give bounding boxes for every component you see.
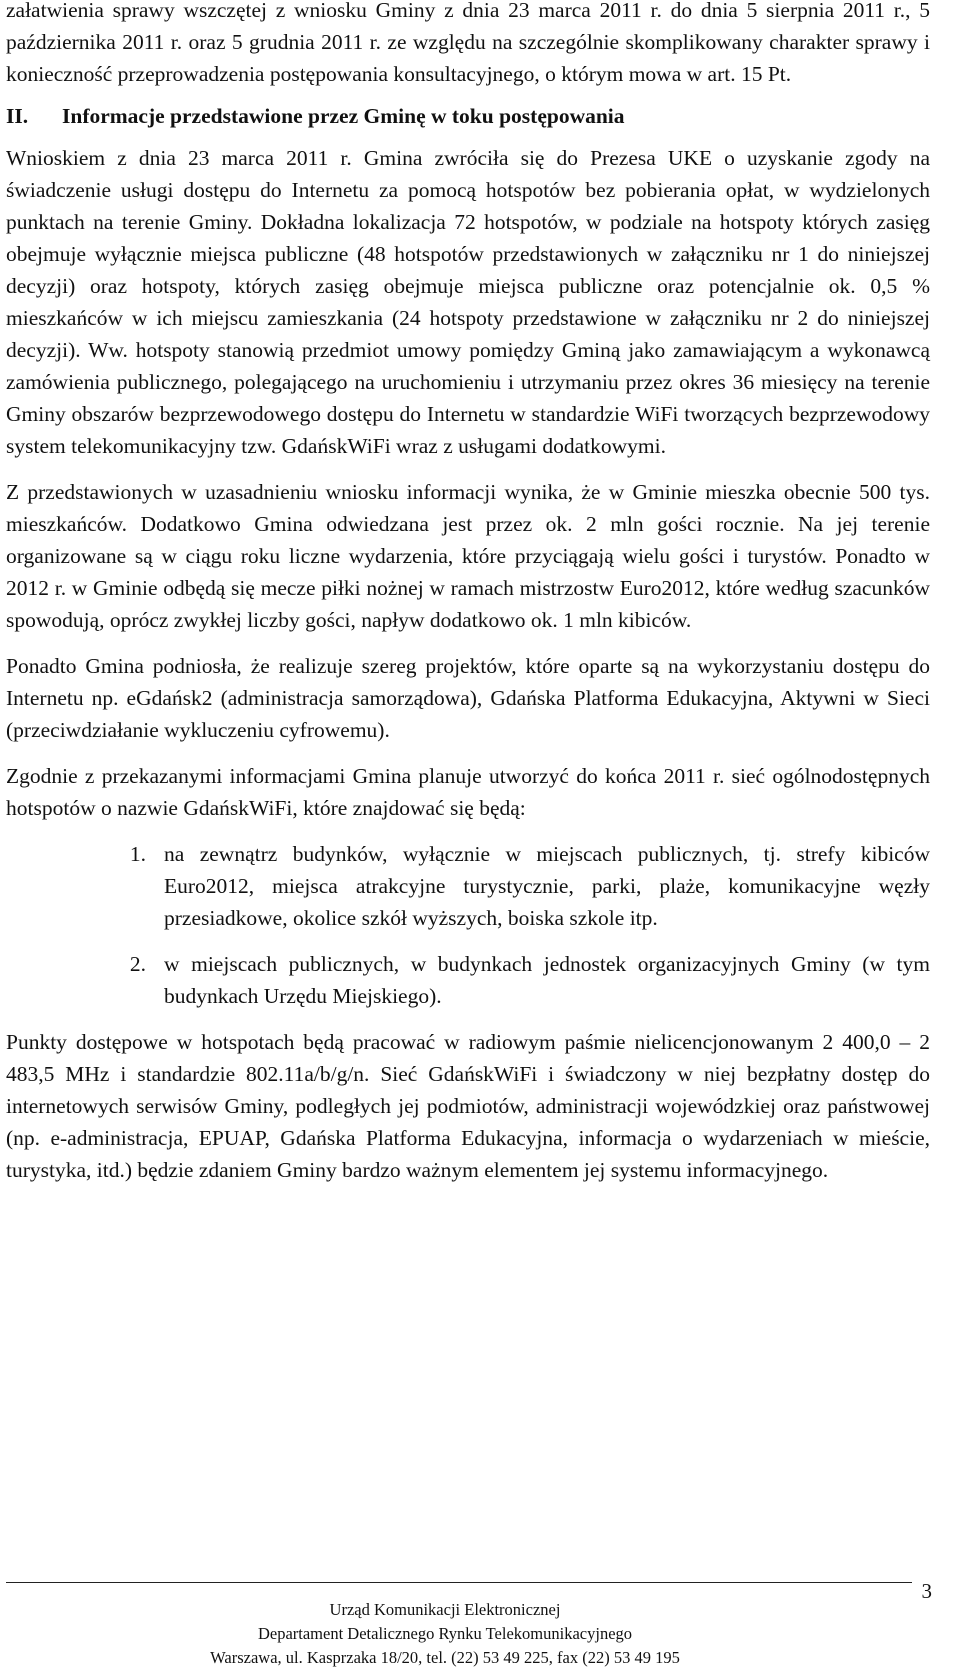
section-number: II. xyxy=(6,104,29,128)
section-title: Informacje przedstawione przez Gminę w toku postępowania xyxy=(62,104,625,128)
list-item-marker: 2. xyxy=(129,952,146,976)
paragraph-hotspot-plan: Zgodnie z przekazanymi informacjami Gmina planuje utworzyć do końca 2011 r. sieć ogólnodostępnych hotspotów o nazwie GdańskWiFi, które znajdować się będą: xyxy=(6,764,930,820)
list-item-text: na zewnątrz budynków, wyłącznie w miejscach publicznych, tj. strefy kibiców Euro2012, miejsca atrakcyjne turystycznie, parki, plaże, komunikacyjne węzły przesiadkowe, okolice szkół wyższych, boiska szkole itp. xyxy=(164,842,930,930)
hotspot-location-list xyxy=(6,838,930,1012)
page-footer xyxy=(0,1598,890,1670)
list-item-text: w miejscach publicznych, w budynkach jednostek organizacyjnych Gminy (w tym budynkach Urzędu Miejskiego). xyxy=(164,952,930,1008)
paragraph-projects: Ponadto Gmina podniosła, że realizuje szereg projektów, które oparte są na wykorzystaniu dostępu do Internetu np. eGdańsk2 (administracja samorządowa), Gdańska Platforma Edukacyjna, Aktywni w Sieci (przeciwdziałanie wykluczeniu cyfrowemu). xyxy=(6,654,930,742)
footer-department: Departament Detalicznego Rynku Telekomunikacyjnego xyxy=(257,1624,633,1643)
list-item xyxy=(6,838,930,934)
document-page xyxy=(6,0,930,1186)
section-heading xyxy=(6,100,930,132)
footer-divider xyxy=(6,1582,912,1583)
footer-address: Warszawa, ul. Kasprzaka 18/20, tel. (22) 53 49 225, fax (22) 53 49 195 xyxy=(210,1648,680,1667)
list-item-marker: 1. xyxy=(129,842,146,866)
intro-paragraph: załatwienia sprawy wszczętej z wniosku Gminy z dnia 23 marca 2011 r. do dnia 5 sierpnia 2011 r., 5 października 2011 r. oraz 5 grudnia 2011 r. ze względu na szczególnie skomplikowany charakter sprawy i konieczność przeprowadzenia postępowania konsultacyjnego, o którym mowa w art. 15 Pt. xyxy=(6,0,930,86)
list-item xyxy=(6,948,930,1012)
page-number: 3 xyxy=(921,1579,932,1603)
paragraph-access-points: Punkty dostępowe w hotspotach będą pracować w radiowym paśmie nielicencjonowanym 2 400,0 – 2 483,5 MHz i standardzie 802.11a/b/g/n. Sieć GdańskWiFi i świadczony w niej bezpłatny dostęp do internetowych serwisów Gminy, podległych jej podmiotów, administracji wojewódzkiej oraz państwowej (np. e-administracja, EPUAP, Gdańska Platforma Edukacyjna, informacja o wydarzeniach w mieście, turystyka, itd.) będzie zdaniem Gminy bardzo ważnym elementem jej systemu informacyjnego. xyxy=(6,1030,930,1182)
footer-office-name: Urząd Komunikacji Elektronicznej xyxy=(329,1600,561,1619)
paragraph-application: Wnioskiem z dnia 23 marca 2011 r. Gmina zwróciła się do Prezesa UKE o uzyskanie zgody na świadczenie usługi dostępu do Internetu za pomocą hotspotów bez pobierania opłat, w wydzielonych punktach na terenie Gminy. Dokładna lokalizacja 72 hotspotów, w podziale na hotspoty których zasięg obejmuje wyłącznie miejsca publiczne (48 hotspotów przedstawionych w załączniku nr 1 do niniejszej decyzji) oraz hotspoty, których zasięg obejmuje miejsca publiczne oraz potencjalnie ok. 0,5 % mieszkańców w ich miejscu zamieszkania (24 hotspoty przedstawione w załączniku nr 2 do niniejszej decyzji). Ww. hotspoty stanowią przedmiot umowy pomiędzy Gminą jako zamawiającym a wykonawcą zamówienia publicznego, polegającego na uruchomieniu i utrzymaniu przez okres 36 miesięcy na terenie Gminy obszarów bezprzewodowego dostępu do Internetu w standardzie WiFi tworzących bezprzewodowy system telekomunikacyjny tzw. GdańskWiFi wraz z usługami dodatkowymi. xyxy=(6,146,930,458)
paragraph-residents: Z przedstawionych w uzasadnieniu wniosku informacji wynika, że w Gminie mieszka obecnie 500 tys. mieszkańców. Dodatkowo Gmina odwiedzana jest przez ok. 2 mln gości rocznie. Na jej terenie organizowane są w ciągu roku liczne wydarzenia, które przyciągają wielu gości i turystów. Ponadto w 2012 r. w Gminie odbędą się mecze piłki nożnej w ramach mistrzostw Euro2012, które według szacunków spowodują, oprócz zwykłej liczby gości, napływ dodatkowo ok. 1 mln kibiców. xyxy=(6,480,930,632)
